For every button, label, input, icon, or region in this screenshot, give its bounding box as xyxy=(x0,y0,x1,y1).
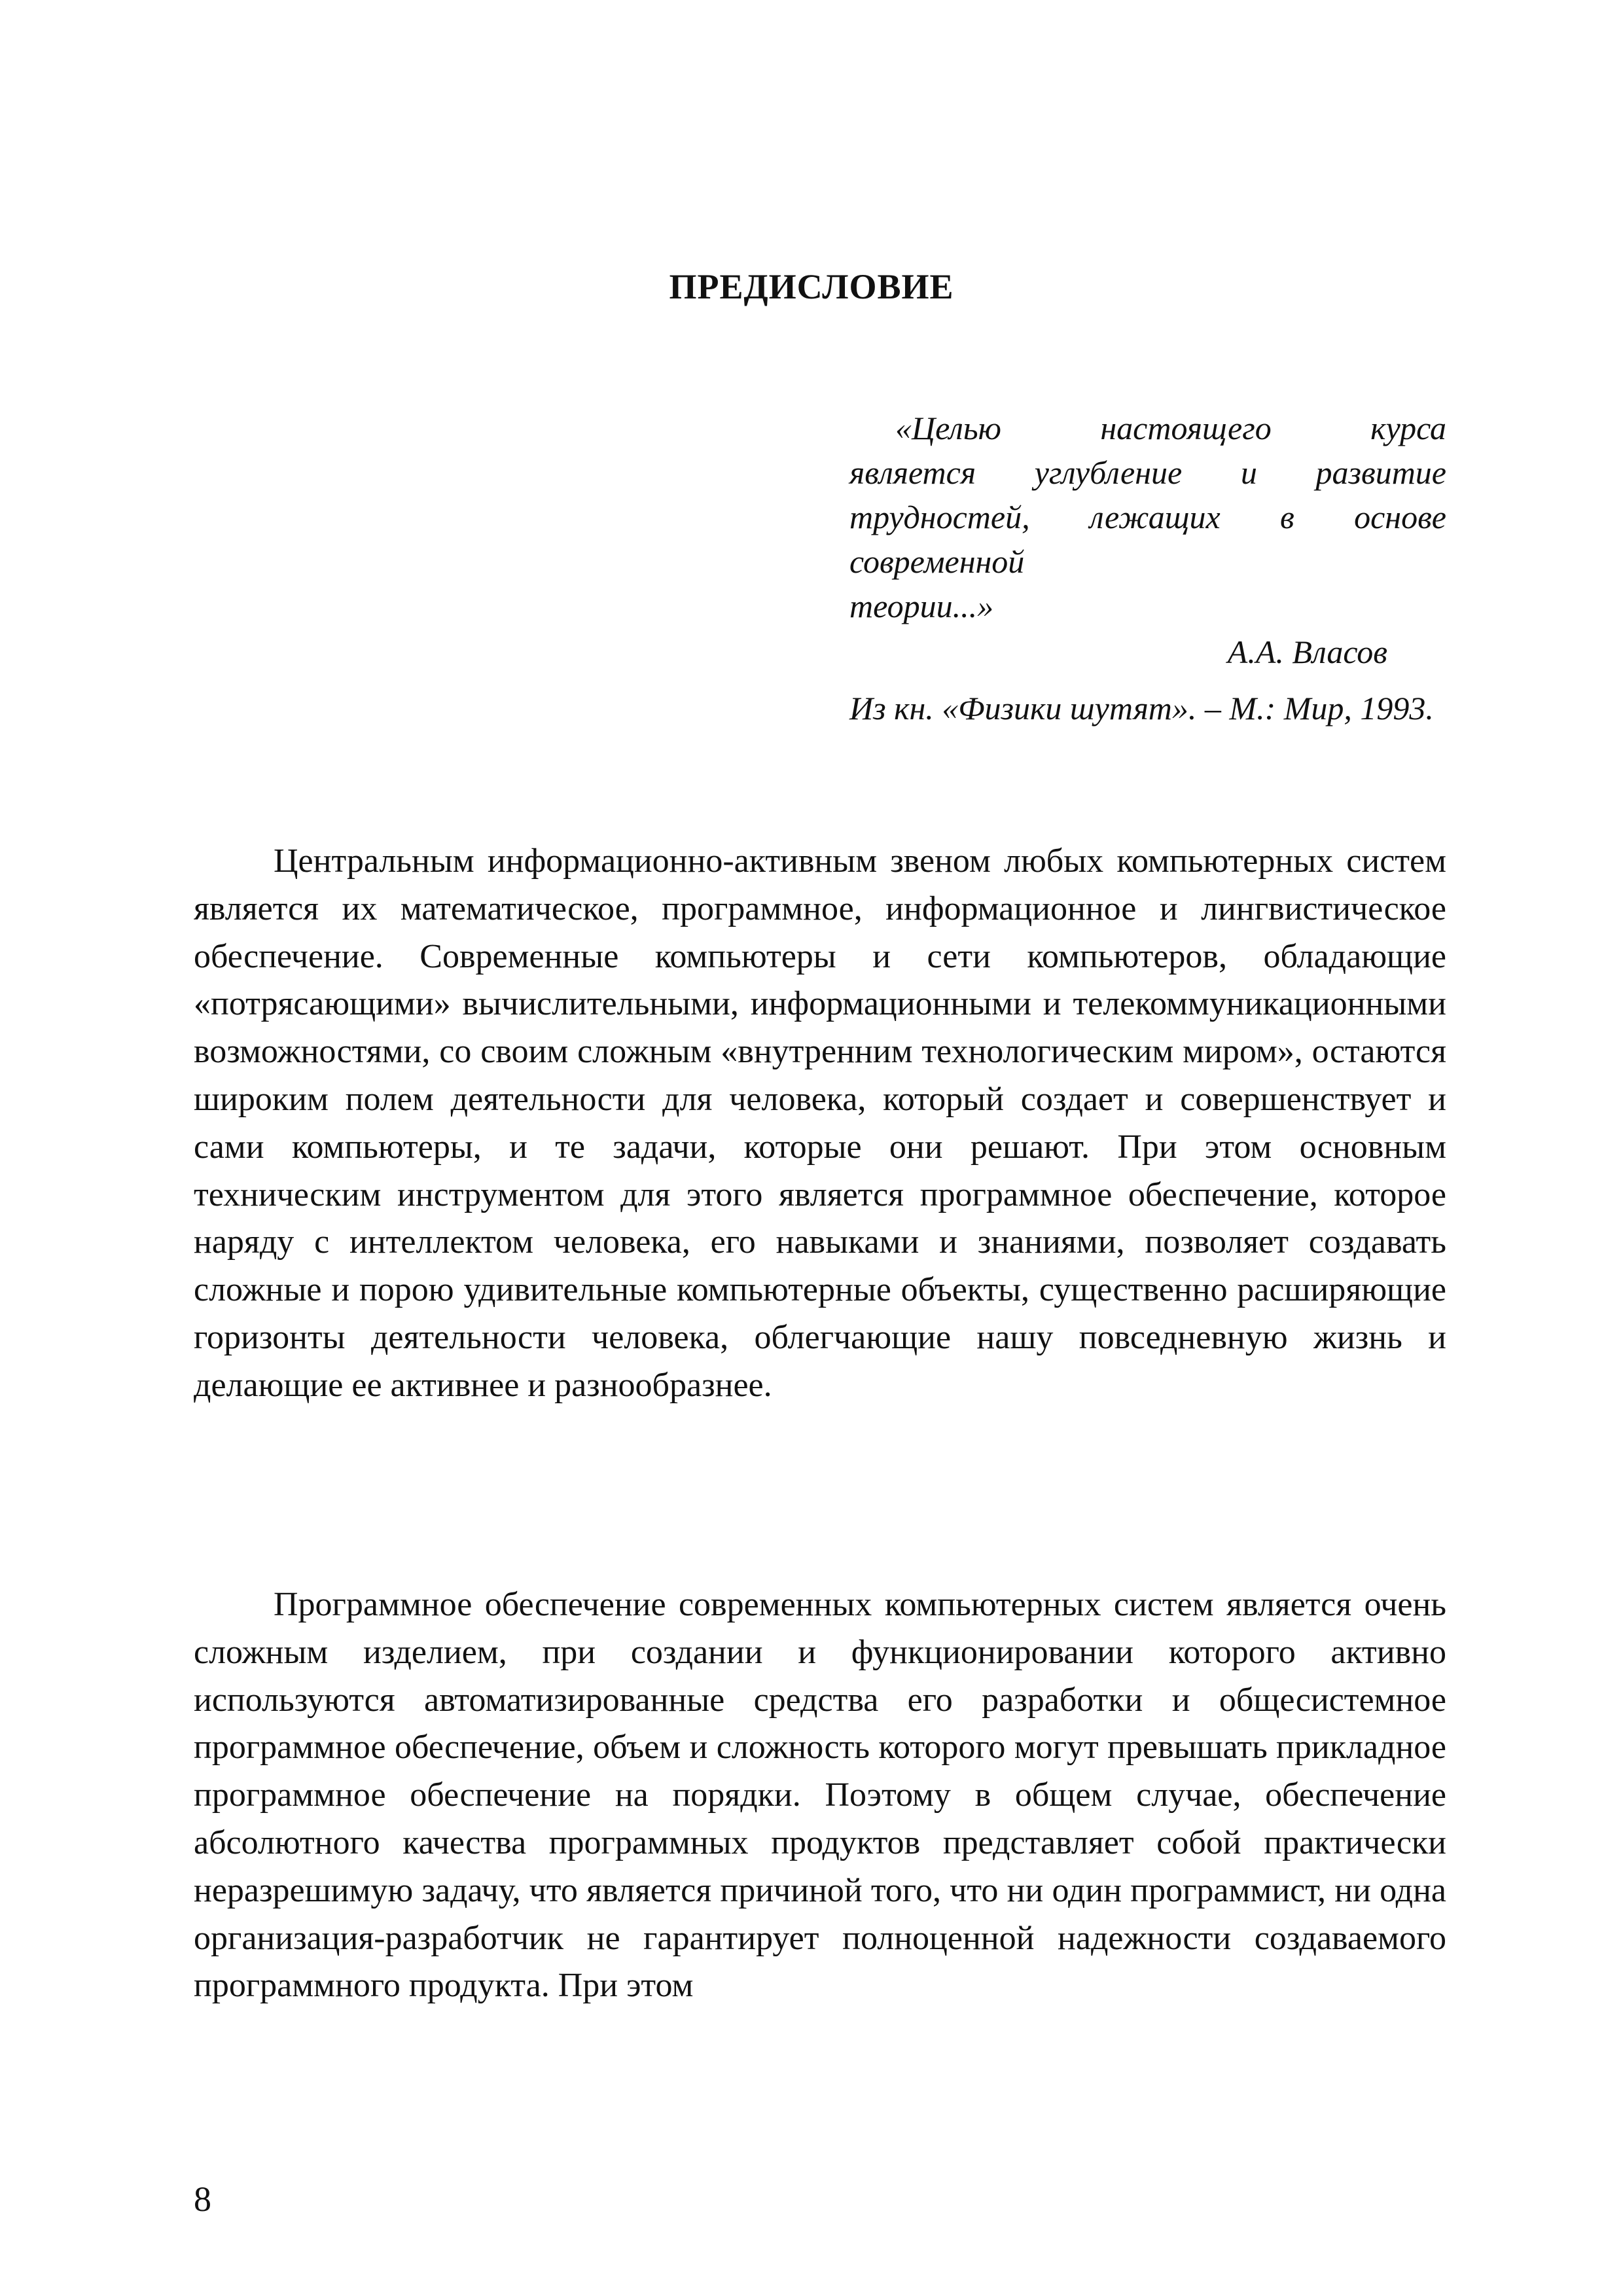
body-paragraph: Центральным информационно-активным звеном любых компьютерных систем является их математическое, программное, информационное и лингвистическое обеспечение. Современные компьютеры и сети компьютеров, обладающие «потрясающими» вычислительными, информационными и телекоммуникационными возможностями, со своим сложным «внутренним технологическим миром», остаются широким полем деятельности для человека, который создает и совершенствует и сами компьютеры, и те задачи, которые они решают. При этом основным техническим инструментом для этого является программное обеспечение, которое наряду с интеллектом человека, его навыками и знаниями, позволяет создавать сложные и порою удивительные компьютерные объекты, существенно расширяющие горизонты деятельности человека, облегчающие нашу повседневную жизнь и делающие ее активнее и разнообразнее. xyxy=(194,842,1446,1404)
epigraph-quote-line: «Целью настоящего курса xyxy=(895,410,1446,446)
epigraph-quote-line: является углубление и развитие трудностей, лежащих в основе современной xyxy=(849,454,1446,580)
epigraph-author: А.А. Власов xyxy=(1227,634,1387,670)
body-section-2 xyxy=(194,1581,1446,2010)
epigraph-source: Из кн. «Физики шутят». – М.: Мир, 1993. xyxy=(849,690,1434,726)
body-section-1 xyxy=(194,838,1446,1410)
epigraph-quote-line: теории...» xyxy=(849,588,994,624)
epigraph xyxy=(849,406,1446,730)
page-number: 8 xyxy=(194,2179,211,2219)
page-title: ПРЕДИСЛОВИЕ xyxy=(669,267,954,306)
body-paragraph: Программное обеспечение современных компьютерных систем является очень сложным изделием, при создании и функционировании которого активно используются автоматизированные средства его разработки и общесистемное программное обеспечение, объем и сложность которого могут превышать прикладное программное обеспечение на порядки. Поэтому в общем случае, обеспечение абсолютного качества программных продуктов представляет собой практически неразрешимую задачу, что является причиной того, что ни один программист, ни одна организация-разработчик не гарантирует полноценной надежности создаваемого программного продукта. При этом xyxy=(194,1586,1446,2005)
epigraph-quote xyxy=(849,406,1446,628)
